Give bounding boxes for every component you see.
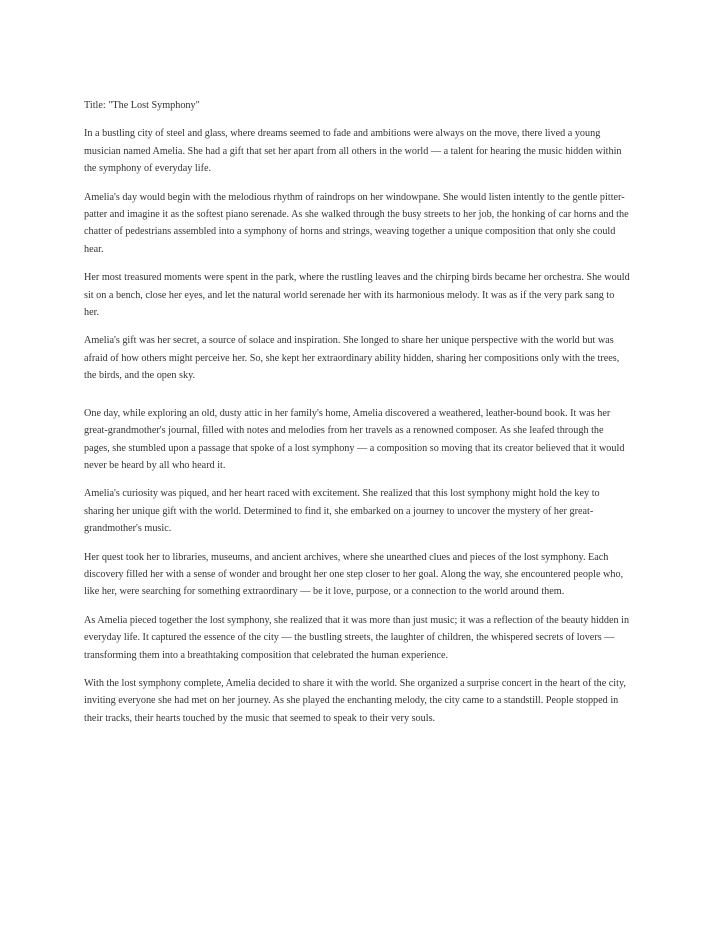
paragraph-1: In a bustling city of steel and glass, where dreams seemed to fade and ambitions were always on the move, there lived a young musician named Amelia. She had a gift that set her apart from all others in the world — a talent for hearing the music hidden within the symphony of everyday life. (84, 128, 622, 175)
document-title: Title: "The Lost Symphony" (84, 100, 200, 111)
paragraph-7: Her quest took her to libraries, museums, and ancient archives, where she unearthed clues and pieces of the lost symphony. Each discovery filled her with a sense of wonder and brought her one step closer to her goal. Along the way, she encountered people who, like her, were searching for something extraordinary — be it love, purpose, or a connection to the world around them. (84, 551, 624, 598)
paragraph-4: Amelia's gift was her secret, a source of solace and inspiration. She longed to share her unique perspective with the world but was afraid of how others might perceive her. So, she kept her extraordinary ability hidden, sharing her compositions only with the trees, the birds, and the open sky. (84, 335, 620, 382)
paragraph-6: Amelia's curiosity was piqued, and her heart raced with excitement. She realized that this lost symphony might hold the key to sharing her unique gift with the world. Determined to find it, she embarked on a journey to uncover the mystery of her great-grandmother's music. (84, 488, 600, 535)
paragraph-8: As Amelia pieced together the lost symphony, she realized that it was more than just music; it was a reflection of the beauty hidden in everyday life. It captured the essence of the city — the bustling streets, the laughter of children, the whispered secrets of lovers — transforming them into a breathtaking composition that celebrated the human experience. (84, 614, 630, 661)
paragraph-2: Amelia's day would begin with the melodious rhythm of raindrops on her windowpane. She would listen intently to the gentle pitter-patter and imagine it as the softest piano serenade. As she walked through the busy streets to her job, the honking of car horns and the chatter of pedestrians assembled into a symphony of horns and strings, weaving together a unique composition that only she could hear. (84, 191, 629, 255)
paragraph-9: With the lost symphony complete, Amelia decided to share it with the world. She organized a surprise concert in the heart of the city, inviting everyone she had met on her journey. As she played the enchanting melody, the city came to a standstill. People stopped in their tracks, their hearts touched by the music that seemed to speak to their very souls. (84, 677, 626, 724)
paragraph-5: One day, while exploring an old, dusty attic in her family's home, Amelia discovered a weathered, leather-bound book. It was her great-grandmother's journal, filled with notes and melodies from her travels as a renowned composer. As she leafed through the pages, she stumbled upon a passage that spoke of a lost symphony — a composition so moving that its creator believed that it would never be heard by all who heard it. (84, 407, 625, 471)
paragraph-3: Her most treasured moments were spent in the park, where the rustling leaves and the chirping birds became her orchestra. She would sit on a bench, close her eyes, and let the natural world serenade her with its harmonious melody. It was as if the very park sang to her. (84, 272, 630, 319)
